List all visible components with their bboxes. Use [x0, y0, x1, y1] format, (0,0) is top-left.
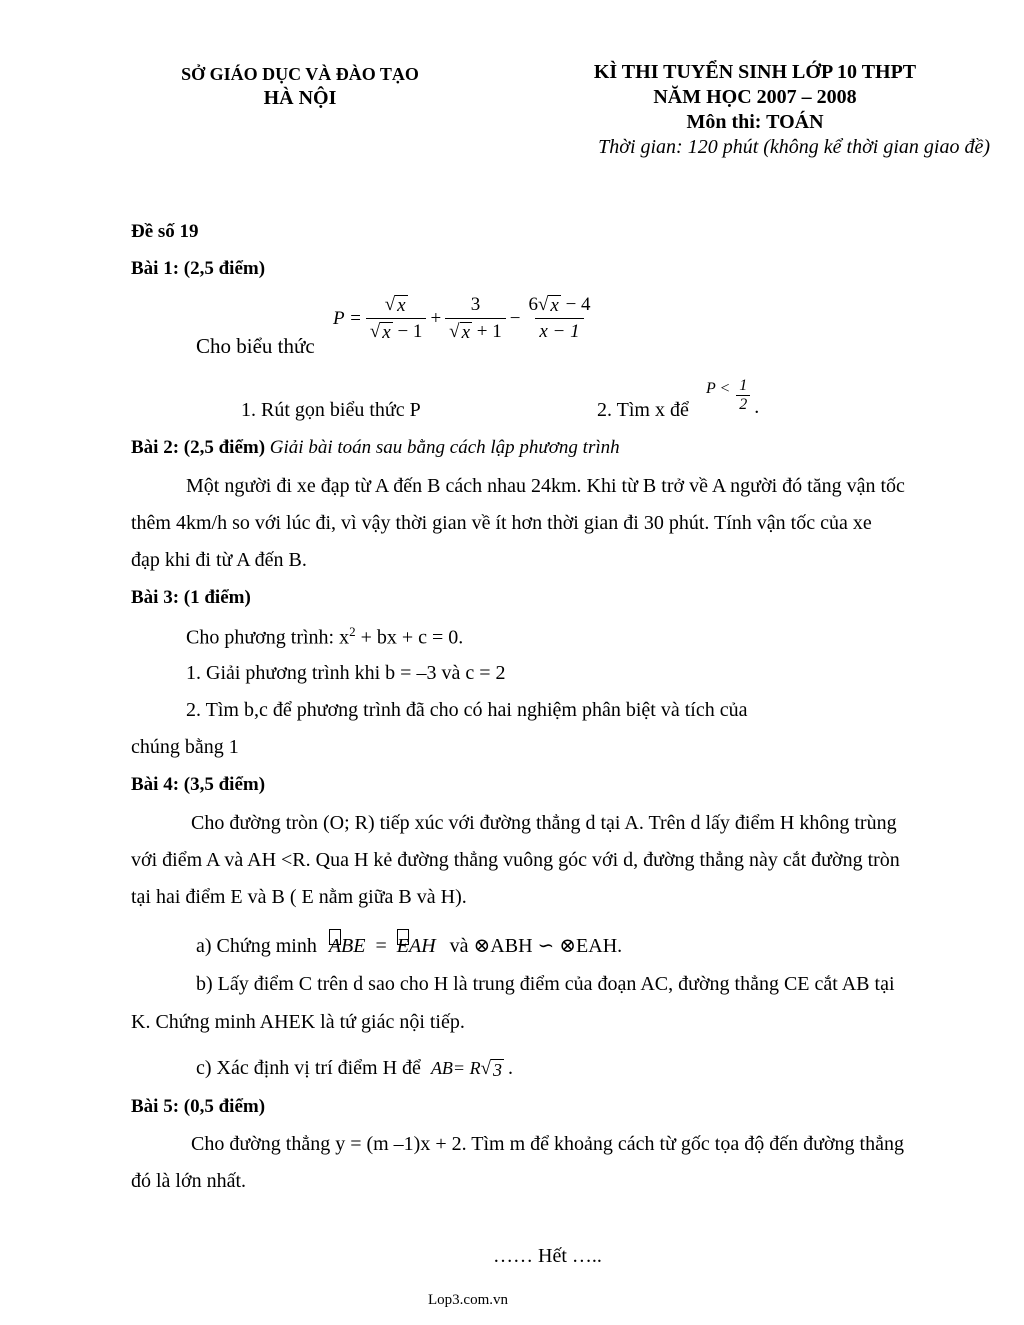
bai4-c-formula [431, 1058, 504, 1080]
bai3-title: Bài 3: (1 điểm) [131, 587, 251, 608]
bai1-intro: Cho biểu thức [196, 334, 315, 358]
bai4-c-period: . [508, 1057, 514, 1079]
fraction-2: 3 √ x + 1 [445, 294, 506, 343]
bai1-q1: 1. Rút gọn biểu thức P [241, 399, 421, 421]
fraction-1-denominator-const: − 1 [397, 321, 423, 342]
bai3-q2-line1: 2. Tìm b,c để phương trình đã cho có hai nghiệm phân biệt và tích của [186, 699, 748, 721]
sqrt-3-radicand: 3 [493, 1060, 503, 1080]
department-header [140, 62, 460, 110]
city-name: HÀ NỘI [263, 87, 337, 109]
operator-plus: + [430, 307, 442, 329]
bai4-a-similarity: và ⊗ABH ∽ ⊗EAH. [449, 935, 623, 957]
bai4-c-formula-lhs: AB= R [430, 1058, 481, 1078]
formula-lhs: P = [333, 307, 362, 329]
fraction-1-denominator-var: x [382, 322, 391, 343]
condition-period: . [754, 396, 760, 418]
bai2-subtitle: Giải bài toán sau bằng cách lập phương trình [269, 437, 620, 458]
fraction-3: 6 √ x − 4 x − 1 [528, 294, 591, 342]
bai2-line3: đạp khi đi từ A đến B. [131, 549, 307, 571]
bai4-c [196, 1057, 513, 1080]
exam-header [520, 60, 990, 160]
fraction-1: √ x √ x − 1 [366, 294, 427, 343]
fraction-2-denominator-var: x [461, 322, 471, 343]
fraction-2-denominator-const: + 1 [476, 321, 502, 342]
bai4-b-line1: b) Lấy điểm C trên d sao cho H là trung điểm của đoạn AC, đường thẳng CE cắt AB tại [196, 973, 895, 995]
bai1-q2: 2. Tìm x để [597, 399, 689, 421]
angle-abe: ABE [328, 935, 366, 957]
formula-P [333, 294, 599, 343]
bai4-b-line2: K. Chứng minh AHEK là tứ giác nội tiếp. [131, 1011, 465, 1033]
bai4-line1: Cho đường tròn (O; R) tiếp xúc với đường thẳng d tại A. Trên d lấy điểm H không trùng [191, 812, 897, 834]
department-name: SỞ GIÁO DỤC VÀ ĐÀO TẠO [181, 64, 419, 84]
condition-lhs: P < [706, 379, 731, 397]
bai4-a-label: a) Chứng minh [196, 935, 317, 957]
bai5-line1: Cho đường thẳng y = (m –1)x + 2. Tìm m để khoảng cách từ gốc tọa độ đến đường thẳng [191, 1133, 904, 1155]
fraction-1-numerator: x [397, 295, 406, 316]
bai3-eq-post: + bx + c = 0. [355, 626, 464, 649]
bai2-line2: thêm 4km/h so với lúc đi, vì vậy thời gian về ít hơn thời gian đi 30 phút. Tính vận tốc của xe [131, 512, 872, 534]
bai1-q2-condition [706, 372, 759, 419]
bai2-line1: Một người đi xe đạp từ A đến B cách nhau 24km. Khi từ B trở về A người đó tăng vận tốc [186, 475, 905, 497]
bai4-line2: với điểm A và AH <R. Qua H kẻ đường thẳng vuông góc với d, đường thẳng này cắt đường tròn [131, 849, 900, 871]
bai2-heading [131, 437, 620, 459]
fraction-3-denominator: x − 1 [535, 318, 583, 343]
sqrt-3: √ 3 [480, 1058, 503, 1080]
bai5-title: Bài 5: (0,5 điểm) [131, 1096, 266, 1117]
bai4-a [196, 933, 622, 958]
angle-equals: = [375, 935, 387, 957]
angle-eah: EAH [396, 935, 436, 957]
time-limit: Thời gian: 120 phút (không kể thời gian giao đề) [598, 136, 990, 158]
bai3-eq-pre: Cho phương trình: x [186, 626, 350, 649]
bai3-q2-line2: chúng bằng 1 [131, 736, 239, 758]
bai2-title: Bài 2: (2,5 điểm) [131, 437, 266, 458]
fraction-3-numerator-var: x [550, 295, 559, 316]
bai3-eq-exponent: 2 [349, 624, 356, 639]
exam-number: Đề số 19 [131, 221, 199, 242]
condition-denominator: 2 [736, 395, 750, 414]
bai5-line2: đó là lớn nhất. [131, 1170, 246, 1192]
end-marker: …… Hết ….. [493, 1245, 602, 1267]
bai4-c-label: c) Xác định vị trí điểm H để [196, 1057, 421, 1079]
exam-title: KÌ THI TUYỂN SINH LỚP 10 THPT [593, 61, 917, 83]
bai1-title: Bài 1: (2,5 điểm) [131, 258, 266, 279]
subject: Môn thi: TOÁN [686, 111, 824, 133]
fraction-2-numerator: 3 [470, 294, 481, 315]
bai4-line3: tại hai điểm E và B ( E nằm giữa B và H). [131, 886, 467, 908]
condition-fraction [736, 377, 750, 414]
fraction-3-coef: 6 [528, 294, 538, 315]
bai3-q1: 1. Giải phương trình khi b = –3 và c = 2 [186, 662, 506, 684]
operator-minus: − [509, 307, 521, 329]
bai4-title: Bài 4: (3,5 điểm) [131, 774, 266, 795]
condition-numerator: 1 [739, 377, 748, 394]
footer-site: Lop3.com.vn [428, 1292, 508, 1308]
bai3-equation [186, 624, 463, 650]
school-year: NĂM HỌC 2007 – 2008 [653, 86, 857, 108]
fraction-3-numerator-const: − 4 [565, 294, 591, 315]
